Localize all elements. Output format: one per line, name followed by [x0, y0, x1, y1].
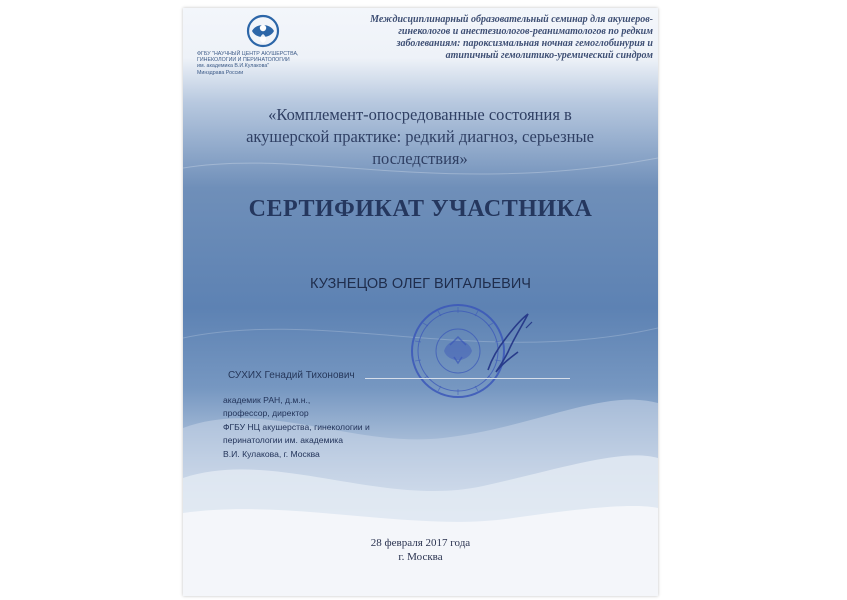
seminar-header	[317, 14, 653, 62]
signer-credentials-line: перинатологии им. академика	[223, 435, 344, 446]
event-city: г. Москва	[398, 551, 443, 563]
seminar-header-line: гинекологов и анестезиологов-реаниматологов по редким	[398, 26, 653, 37]
institution-name-line: им. академика В.И.Кулакова"	[197, 63, 270, 70]
institution-logo-emblem-icon	[243, 14, 283, 48]
institution-name-line: ГИНЕКОЛОГИИ И ПЕРИНАТОЛОГИИ	[197, 57, 290, 64]
signature-line	[365, 378, 570, 379]
institution-logo	[197, 14, 327, 76]
handwritten-signature	[478, 308, 538, 378]
seminar-header-line: Междисциплинарный образовательный семинар для акушеров-	[370, 14, 653, 25]
signer-credentials-line: профессор, директор	[223, 408, 309, 419]
seminar-topic	[205, 104, 635, 170]
certificate-title: СЕРТИФИКАТ УЧАСТНИКА	[248, 196, 593, 222]
signer-credentials	[223, 394, 443, 461]
institution-name-line: Минздрава России	[197, 69, 244, 76]
certificate-document	[183, 8, 658, 596]
seminar-topic-line: «Комплемент-опосредованные состояния в	[268, 105, 572, 124]
signer-credentials-line: В.И. Кулакова, г. Москва	[223, 448, 320, 459]
institution-name-line: ФГБУ "НАУЧНЫЙ ЦЕНТР АКУШЕРСТВА,	[197, 51, 299, 57]
seminar-header-line: атипичный гемолитико-уремический синдром	[445, 50, 653, 61]
institution-name	[197, 51, 327, 76]
seminar-topic-line: акушерской практике: редкий диагноз, серьезные	[246, 127, 594, 146]
signer-credentials-line: ФГБУ НЦ акушерства, гинекологии и	[223, 421, 370, 432]
signer-name: СУХИХ Генадий Тихонович	[228, 370, 355, 381]
seminar-topic-line: последствия»	[372, 149, 468, 168]
signer-credentials-line: академик РАН, д.м.н.,	[223, 395, 311, 405]
event-date: 28 февраля 2017 года	[370, 537, 471, 549]
participant-name: КУЗНЕЦОВ ОЛЕГ ВИТАЛЬЕВИЧ	[310, 276, 531, 292]
certificate-footer	[183, 536, 658, 564]
seminar-header-line: заболеваниям: пароксизмальная ночная гемоглобинурия и	[396, 38, 653, 49]
